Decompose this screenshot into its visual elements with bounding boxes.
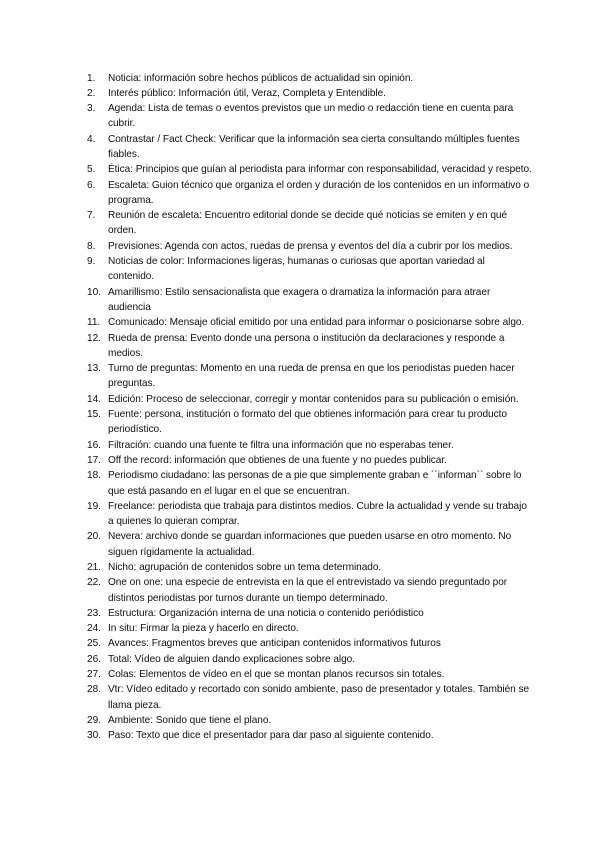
item-number: 18. [87,470,101,482]
item-number: 27. [87,669,101,681]
item-text: Avances: Fragmentos breves que anticipan contenidos informativos futuros [108,638,441,650]
list-item [87,667,532,682]
item-text: Amarillismo: Estilo sensacionalista que exagera o dramatiza la información para atraer audiencia [108,286,491,313]
item-text: Agenda: Lista de temas o eventos previstos que un medio o redacción tiene en cuenta para cubrir. [108,103,514,130]
item-number: 24. [87,623,101,635]
list-item [87,361,532,392]
item-text: Ética: Principios que guían al periodista para informar con responsabilidad, veracidad y respeto. [108,164,532,176]
item-number: 6. [87,179,96,191]
list-item [87,468,532,499]
item-text: Ambiente: Sonido que tiene el plano. [108,714,272,726]
item-number: 2. [87,87,96,99]
item-number: 29. [87,714,101,726]
item-number: 10. [87,286,101,298]
list-item [87,713,532,728]
item-number: 23. [87,607,101,619]
item-text: Rueda de prensa: Evento donde una persona o institución da declaraciones y responde a medios. [108,332,505,359]
list-item [87,208,532,239]
item-text: In situ: Firmar la pieza y hacerlo en directo. [108,623,299,635]
list-item [87,407,532,438]
list-item [87,178,532,209]
item-text: Turno de preguntas: Momento en una rueda de prensa en que los periodistas pueden hacer preguntas. [108,363,515,390]
item-number: 20. [87,531,101,543]
list-item [87,438,532,453]
item-number: 3. [87,103,96,115]
item-number: 30. [87,730,101,742]
list-item [87,331,532,362]
item-number: 26. [87,653,101,665]
item-text: Paso: Texto que dice el presentador para dar paso al siguiente contenido. [108,730,434,742]
list-item [87,728,532,743]
item-text: Previsiones: Agenda con actos, ruedas de prensa y eventos del día a cubrir por los medios. [108,240,513,252]
item-text: Contrastar / Fact Check: Verificar que la información sea cierta consultando múltiples fuentes fiables. [108,133,520,160]
item-number: 11. [87,317,101,329]
item-text: Noticias de color: Informaciones ligeras, humanas o curiosas que aportan variedad al contenido. [108,256,485,283]
list-item [87,315,532,330]
item-number: 9. [87,256,96,268]
list-item [87,529,532,560]
item-text: Freelance: periodista que trabaja para distintos medios. Cubre la actualidad y vende su trabajo a quienes lo quieran comprar. [108,500,527,528]
item-text: Nevera: archivo donde se guardan informaciones que pueden usarse en otro momento. No siguen rígidamente la actualidad. [108,531,512,558]
item-number: 17. [87,454,101,466]
list-item [87,621,532,636]
list-item [87,254,532,285]
item-number: 21. [87,562,101,573]
item-text: Colas: Elementos de vídeo en el que se montan planos recursos sin totales. [108,669,445,681]
list-item [87,636,532,651]
list-item [87,606,532,621]
item-number: 1. [87,72,96,84]
item-number: 22. [87,577,101,589]
item-number: 19. [87,500,101,512]
list-item [87,71,532,86]
item-text: Estructura: Organización interna de una noticia o contenido periódistico [108,607,424,619]
item-text: Periodismo ciudadano: las personas de a pie que simplemente graban e ´´informan`` sobre lo que está pasando en el lugar en el que se encuentran. [108,470,522,497]
item-text: Escaleta: Guion técnico que organiza el orden y duración de los contenidos en un informativo o programa. [108,179,530,206]
item-text: Fuente: persona, institución o formato del que obtienes información para crear tu producto periodístico. [108,409,507,436]
item-text: One on one: una especie de entrevista en la que el entrevistado va siendo preguntado por distintos periodistas por turnos durante un tiempo determinado. [108,577,508,604]
item-text: Comunicado: Mensaje oficial emitido por una entidad para informar o posicionarse sobre algo. [108,317,525,329]
list-item [87,162,532,177]
list-item [87,499,532,530]
item-text: Filtración: cuando una fuente te filtra una información que no esperabas tener. [108,439,454,451]
item-text: Noticia: información sobre hechos públicos de actualidad sin opinión. [108,72,414,84]
item-number: 7. [87,210,96,222]
item-number: 8. [87,240,96,252]
list-item [87,560,532,575]
list-item [87,239,532,254]
item-text: Vtr: Vídeo editado y recortado con sonido ambiente, paso de presentador y totales. También se llama pieza. [108,684,530,711]
list-item [87,132,532,163]
item-text: Edición: Proceso de seleccionar, corregir y montar contenidos para su publicación o emisión. [108,393,519,405]
item-number: 25. [87,638,101,650]
list-item [87,101,532,132]
item-number: 4. [87,133,96,145]
list-item [87,285,532,316]
item-number: 15. [87,409,101,421]
list-item [87,652,532,667]
item-number: 14. [87,393,101,405]
glossary-list [87,71,532,744]
item-number: 5. [87,164,96,176]
item-number: 13. [87,363,101,375]
list-item [87,86,532,101]
item-number: 16. [87,439,101,451]
item-text: Off the record: información que obtienes de una fuente y no puedes publicar. [108,454,447,466]
item-text: Total: Vídeo de alguien dando explicaciones sobre algo. [108,653,355,665]
item-number: 28. [87,684,101,696]
item-text: Interés público: Información útil, Veraz, Completa y Entendible. [108,87,386,99]
item-text: Reunión de escaleta: Encuentro editorial donde se decide qué noticias se emiten y en qué orden. [108,210,508,237]
list-item [87,453,532,468]
list-item [87,575,532,606]
item-text: Nicho: agrupación de contenidos sobre un tema determinado. [108,562,382,573]
list-item [87,392,532,407]
list-item [87,682,532,713]
item-number: 12. [87,332,101,344]
